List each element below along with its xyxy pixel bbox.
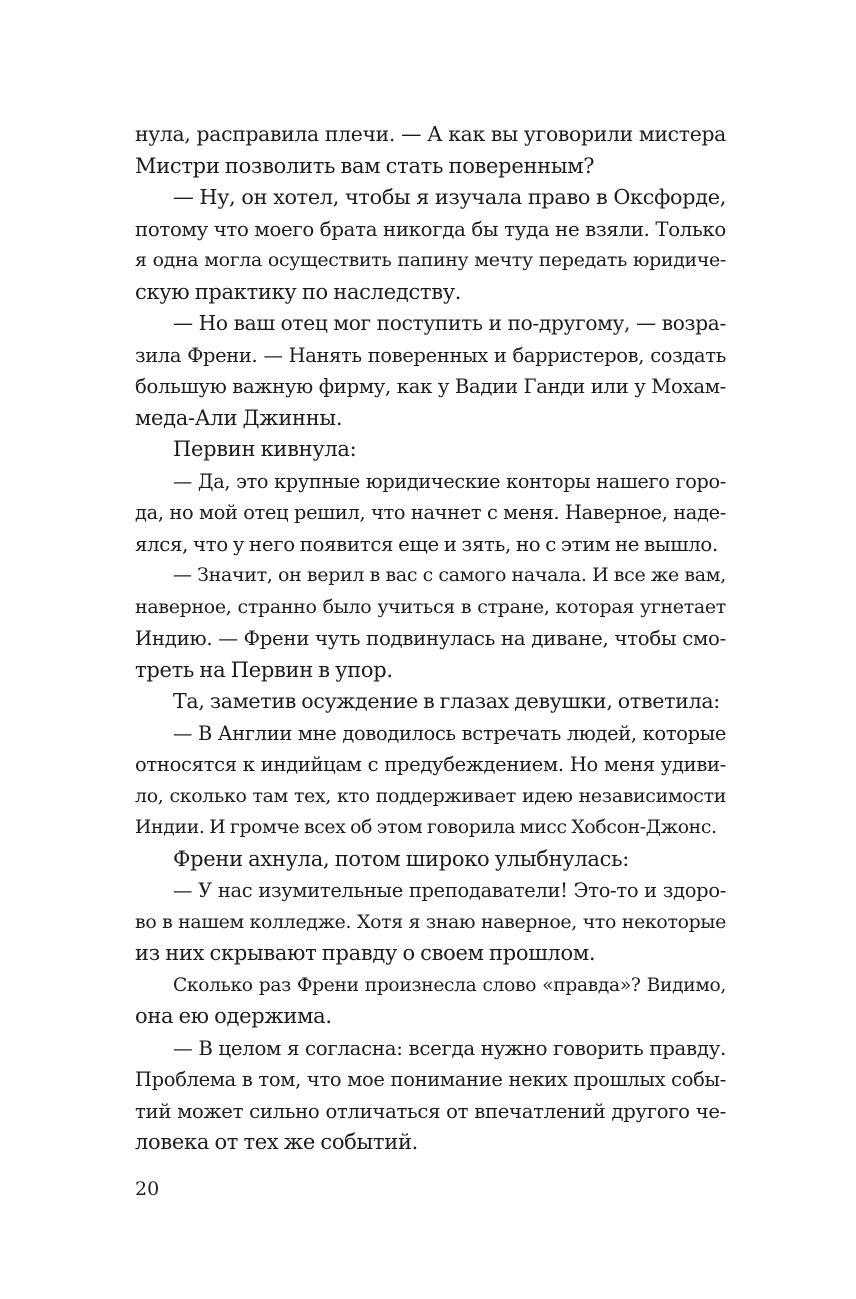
- text-line: Та, заметив осуждение в глазах девушки, ответила:: [173, 689, 720, 713]
- text-line: ло, сколько там тех, кто поддерживает идею независимости: [135, 784, 726, 807]
- text-line: я одна могла осуществить папину мечту передать юридиче-: [135, 249, 726, 271]
- text-line: из них скрывают правду о своем прошлом.: [135, 941, 596, 965]
- text-line: скую практику по наследству.: [135, 279, 462, 304]
- text-line: относятся к индийцам с предубеждением. Но меня удиви-: [135, 753, 726, 776]
- text-line: во в нашем колледже. Хотя я знаю наверное, что некоторые: [135, 910, 726, 933]
- text-line: она ею одержима.: [135, 1004, 332, 1028]
- text-line: тий может сильно отличаться от впечатлений другого че-: [135, 1099, 726, 1123]
- text-line: — Да, это крупные юридические конторы нашего горо-: [173, 469, 726, 493]
- text-line: ловека от тех же событий.: [135, 1130, 419, 1154]
- text-line: Мистри позволить вам стать поверенным?: [135, 153, 595, 178]
- text-line: меда-Али Джинны.: [135, 405, 343, 430]
- text-line: — В целом я согласна: всегда нужно говорить правду.: [173, 1036, 726, 1060]
- text-line: большую важную фирму, как у Вадии Ганди или у Мохам-: [135, 375, 726, 398]
- text-line: Индию. — Френи чуть подвинулась на диване, чтобы смо-: [135, 627, 726, 650]
- text-line: да, но мой отец решил, что начнет с меня. Наверное, наде-: [135, 501, 726, 524]
- text-line: потому что моего брата никогда бы туда не взяли. Только: [135, 217, 726, 241]
- text-line: нула, расправила плечи. — А как вы уговорили мистера: [135, 122, 726, 146]
- text-line: Проблема в том, что мое понимание неких прошлых собы-: [135, 1068, 726, 1091]
- text-line: Сколько раз Френи произнесла слово «правда»? Видимо,: [173, 974, 726, 996]
- text-line: треть на Первин в упор.: [135, 657, 393, 682]
- text-line: ялся, что у него появится еще и зять, но с этим не вышло.: [135, 532, 718, 556]
- text-line: — Ну, он хотел, чтобы я изучала право в Оксфорде,: [173, 185, 726, 209]
- text-line: — У нас изумительные преподаватели! Это-то и здоро-: [173, 879, 726, 902]
- text-line: наверное, странно было учиться в стране, которая угнетает: [135, 595, 726, 618]
- text-line: — Значит, он верил в вас с самого начала. И все же вам,: [173, 564, 726, 586]
- page-body: [135, 119, 726, 1159]
- text-line: Френи ахнула, потом широко улыбнулась:: [173, 846, 629, 871]
- text-line: Индии. И громче всех об этом говорила мисс Хобсон-Джонс.: [135, 817, 717, 838]
- text-line: — В Англии мне доводилось встречать людей, которые: [173, 721, 726, 745]
- page-number: 20: [135, 1178, 160, 1200]
- text-line: — Но ваш отец мог поступить и по-другому, — возра-: [173, 311, 726, 335]
- text-line: Первин кивнула:: [173, 437, 357, 461]
- text-line: зила Френи. — Нанять поверенных и барристеров, создать: [135, 343, 726, 367]
